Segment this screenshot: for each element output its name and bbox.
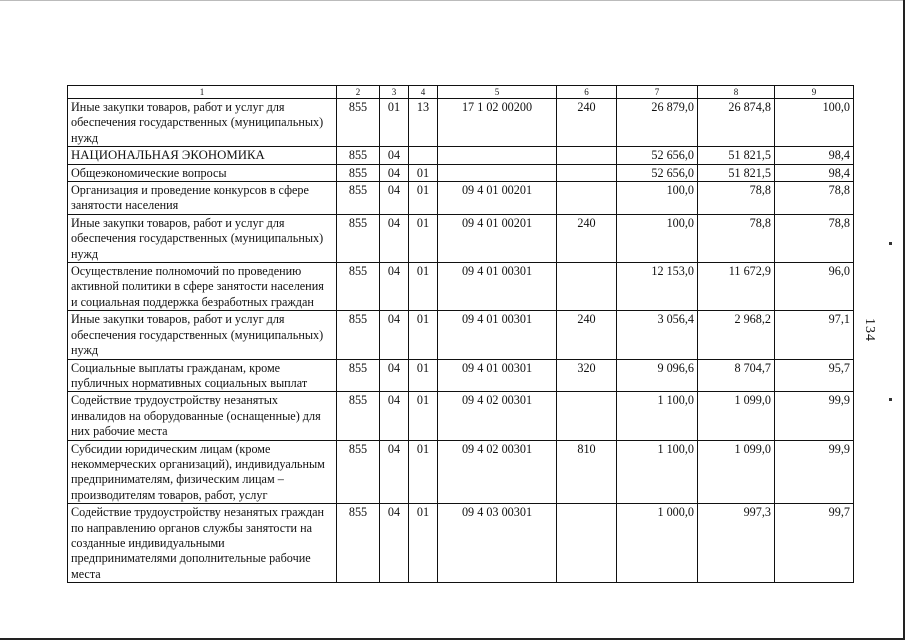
row-name: Общеэкономические вопросы bbox=[68, 164, 337, 181]
ved-code: 855 bbox=[337, 440, 380, 504]
section-code: 04 bbox=[380, 214, 409, 262]
row-name: Иные закупки товаров, работ и услуг для обеспечения государственных (муниципальных) нужд bbox=[68, 214, 337, 262]
actual-amount: 1 099,0 bbox=[698, 392, 775, 440]
subsection-code: 01 bbox=[409, 311, 438, 359]
expense-type-code: 240 bbox=[557, 311, 617, 359]
plan-amount: 26 879,0 bbox=[617, 99, 698, 147]
section-code: 04 bbox=[380, 359, 409, 392]
target-article-code: 17 1 02 00200 bbox=[438, 99, 557, 147]
execution-percent: 98,4 bbox=[775, 164, 854, 181]
ved-code: 855 bbox=[337, 359, 380, 392]
table-row bbox=[68, 164, 854, 181]
table-row bbox=[68, 392, 854, 440]
column-header: 2 bbox=[337, 86, 380, 99]
column-header: 3 bbox=[380, 86, 409, 99]
table-row bbox=[68, 440, 854, 504]
actual-amount: 78,8 bbox=[698, 214, 775, 262]
table-row bbox=[68, 263, 854, 311]
scan-edge-mark bbox=[889, 242, 892, 245]
actual-amount: 78,8 bbox=[698, 182, 775, 215]
row-name: Социальные выплаты гражданам, кроме публичных нормативных социальных выплат bbox=[68, 359, 337, 392]
ved-code: 855 bbox=[337, 99, 380, 147]
expense-type-code bbox=[557, 263, 617, 311]
column-number-row bbox=[68, 86, 854, 99]
expense-type-code bbox=[557, 147, 617, 164]
subsection-code: 01 bbox=[409, 182, 438, 215]
row-name: Содействие трудоустройству незанятых инвалидов на оборудованные (оснащенные) для них рабочие места bbox=[68, 392, 337, 440]
execution-percent: 99,9 bbox=[775, 440, 854, 504]
plan-amount: 100,0 bbox=[617, 182, 698, 215]
column-header: 9 bbox=[775, 86, 854, 99]
actual-amount: 26 874,8 bbox=[698, 99, 775, 147]
row-name: Субсидии юридическим лицам (кроме некоммерческих организаций), индивидуальным предпринимателям, физическим лицам – производителям товаров, работ, услуг bbox=[68, 440, 337, 504]
row-name: Осуществление полномочий по проведению активной политики в сфере занятости населения и социальная поддержка безработных граждан bbox=[68, 263, 337, 311]
ved-code: 855 bbox=[337, 504, 380, 583]
row-name: Организация и проведение конкурсов в сфере занятости населения bbox=[68, 182, 337, 215]
column-header: 8 bbox=[698, 86, 775, 99]
row-name: НАЦИОНАЛЬНАЯ ЭКОНОМИКА bbox=[68, 147, 337, 164]
ved-code: 855 bbox=[337, 263, 380, 311]
actual-amount: 8 704,7 bbox=[698, 359, 775, 392]
table-row bbox=[68, 359, 854, 392]
target-article-code: 09 4 02 00301 bbox=[438, 392, 557, 440]
section-code: 04 bbox=[380, 504, 409, 583]
scan-edge-mark bbox=[889, 398, 892, 401]
subsection-code: 01 bbox=[409, 263, 438, 311]
actual-amount: 51 821,5 bbox=[698, 147, 775, 164]
target-article-code: 09 4 01 00301 bbox=[438, 359, 557, 392]
target-article-code: 09 4 01 00201 bbox=[438, 214, 557, 262]
target-article-code: 09 4 01 00201 bbox=[438, 182, 557, 215]
execution-percent: 95,7 bbox=[775, 359, 854, 392]
ved-code: 855 bbox=[337, 311, 380, 359]
expense-type-code bbox=[557, 164, 617, 181]
actual-amount: 997,3 bbox=[698, 504, 775, 583]
expense-type-code bbox=[557, 182, 617, 215]
section-code: 04 bbox=[380, 164, 409, 181]
section-code: 04 bbox=[380, 182, 409, 215]
section-code: 04 bbox=[380, 392, 409, 440]
execution-percent: 96,0 bbox=[775, 263, 854, 311]
column-header: 1 bbox=[68, 86, 337, 99]
column-header: 4 bbox=[409, 86, 438, 99]
ved-code: 855 bbox=[337, 182, 380, 215]
subsection-code: 13 bbox=[409, 99, 438, 147]
plan-amount: 9 096,6 bbox=[617, 359, 698, 392]
expense-type-code bbox=[557, 504, 617, 583]
column-header: 7 bbox=[617, 86, 698, 99]
section-code: 04 bbox=[380, 440, 409, 504]
table-row bbox=[68, 311, 854, 359]
subsection-code bbox=[409, 147, 438, 164]
execution-percent: 97,1 bbox=[775, 311, 854, 359]
table-row bbox=[68, 147, 854, 164]
execution-percent: 99,7 bbox=[775, 504, 854, 583]
execution-percent: 98,4 bbox=[775, 147, 854, 164]
expense-type-code bbox=[557, 392, 617, 440]
ved-code: 855 bbox=[337, 392, 380, 440]
execution-percent: 78,8 bbox=[775, 182, 854, 215]
table-row bbox=[68, 182, 854, 215]
row-name: Иные закупки товаров, работ и услуг для обеспечения государственных (муниципальных) нужд bbox=[68, 311, 337, 359]
target-article-code: 09 4 03 00301 bbox=[438, 504, 557, 583]
page-number: 134 bbox=[862, 318, 877, 342]
plan-amount: 3 056,4 bbox=[617, 311, 698, 359]
execution-percent: 100,0 bbox=[775, 99, 854, 147]
section-code: 04 bbox=[380, 263, 409, 311]
execution-percent: 78,8 bbox=[775, 214, 854, 262]
scan-edge-top bbox=[0, 0, 905, 1]
plan-amount: 52 656,0 bbox=[617, 147, 698, 164]
section-code: 04 bbox=[380, 147, 409, 164]
plan-amount: 12 153,0 bbox=[617, 263, 698, 311]
target-article-code bbox=[438, 147, 557, 164]
subsection-code: 01 bbox=[409, 214, 438, 262]
target-article-code bbox=[438, 164, 557, 181]
plan-amount: 1 100,0 bbox=[617, 440, 698, 504]
subsection-code: 01 bbox=[409, 359, 438, 392]
budget-table bbox=[67, 85, 854, 583]
subsection-code: 01 bbox=[409, 504, 438, 583]
actual-amount: 51 821,5 bbox=[698, 164, 775, 181]
plan-amount: 1 000,0 bbox=[617, 504, 698, 583]
actual-amount: 2 968,2 bbox=[698, 311, 775, 359]
plan-amount: 100,0 bbox=[617, 214, 698, 262]
target-article-code: 09 4 01 00301 bbox=[438, 311, 557, 359]
table-row bbox=[68, 504, 854, 583]
section-code: 04 bbox=[380, 311, 409, 359]
table-row bbox=[68, 99, 854, 147]
row-name: Иные закупки товаров, работ и услуг для обеспечения государственных (муниципальных) нужд bbox=[68, 99, 337, 147]
ved-code: 855 bbox=[337, 164, 380, 181]
subsection-code: 01 bbox=[409, 392, 438, 440]
expense-type-code: 810 bbox=[557, 440, 617, 504]
ved-code: 855 bbox=[337, 214, 380, 262]
actual-amount: 1 099,0 bbox=[698, 440, 775, 504]
ved-code: 855 bbox=[337, 147, 380, 164]
plan-amount: 1 100,0 bbox=[617, 392, 698, 440]
expense-type-code: 240 bbox=[557, 214, 617, 262]
subsection-code: 01 bbox=[409, 164, 438, 181]
section-code: 01 bbox=[380, 99, 409, 147]
column-header: 5 bbox=[438, 86, 557, 99]
row-name: Содействие трудоустройству незанятых граждан по направлению органов службы занятости на созданные индивидуальными предпринимателями дополнительные рабочие места bbox=[68, 504, 337, 583]
subsection-code: 01 bbox=[409, 440, 438, 504]
actual-amount: 11 672,9 bbox=[698, 263, 775, 311]
table-row bbox=[68, 214, 854, 262]
target-article-code: 09 4 02 00301 bbox=[438, 440, 557, 504]
column-header: 6 bbox=[557, 86, 617, 99]
expense-type-code: 240 bbox=[557, 99, 617, 147]
expense-type-code: 320 bbox=[557, 359, 617, 392]
plan-amount: 52 656,0 bbox=[617, 164, 698, 181]
execution-percent: 99,9 bbox=[775, 392, 854, 440]
target-article-code: 09 4 01 00301 bbox=[438, 263, 557, 311]
